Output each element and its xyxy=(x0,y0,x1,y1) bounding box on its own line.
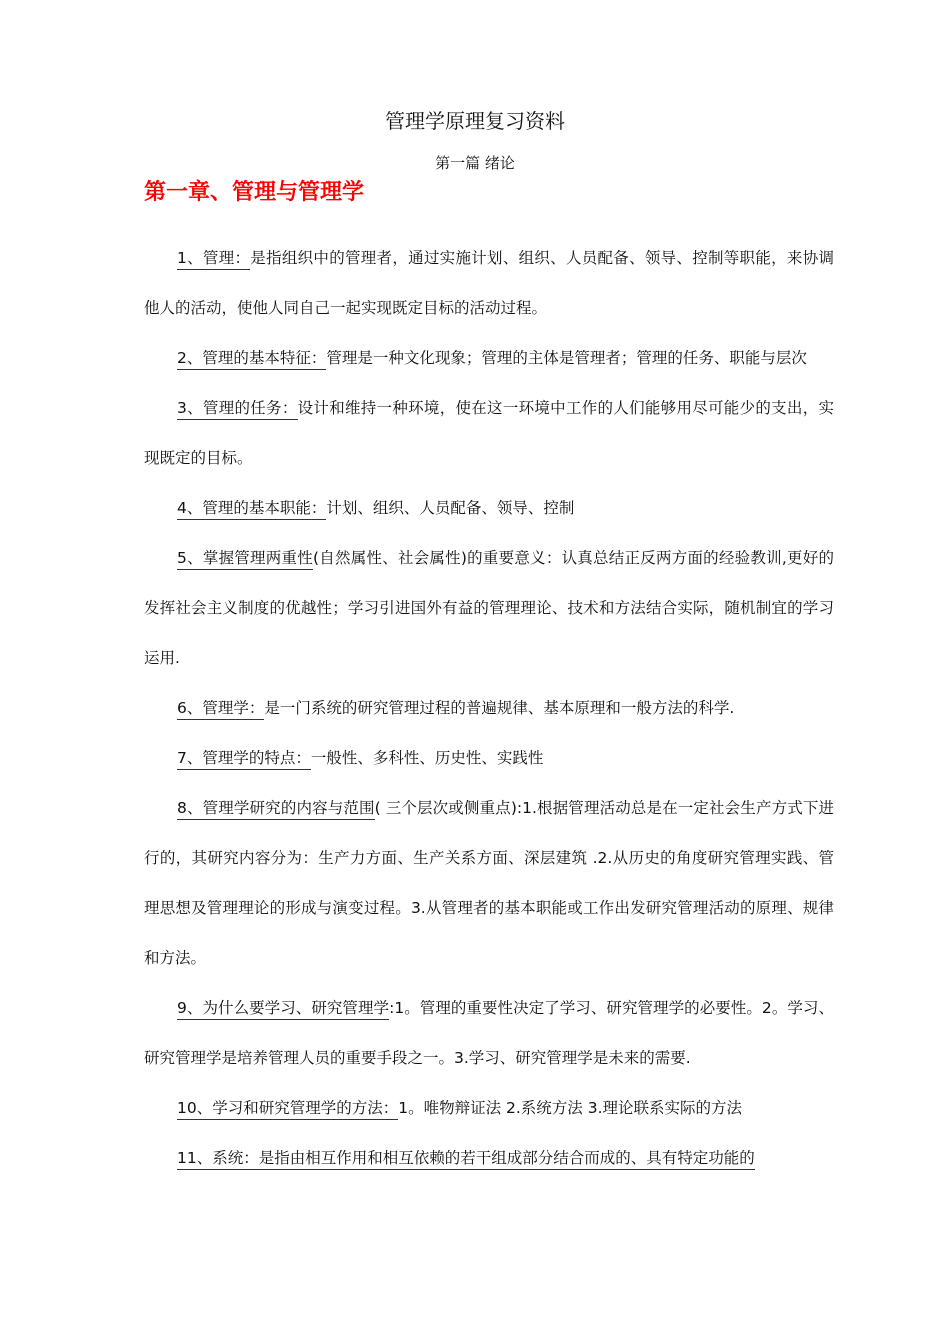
term-label: 8、管理学研究的内容与范围 xyxy=(177,799,375,820)
paragraph-management-tasks xyxy=(144,383,834,483)
paragraph-text: ( 三个层次或侧重点):1.根据管理活动总是在一定社会生产方式下进行的，其研究内容分为：生产力方面、生产关系方面、深层建筑 .2.从历史的角度研究管理实践、管理思想及管理理论的形成与演变过程。3.从管理者的基本职能或工作出发研究管理活动的原理、规律和方法。 xyxy=(144,799,834,967)
term-label: 9、为什么要学习、研究管理学 xyxy=(177,999,389,1020)
paragraph-system xyxy=(144,1133,834,1183)
term-label: 3、管理的任务： xyxy=(177,399,298,420)
paragraph-text: (自然属性、社会属性)的重要意义：认真总结正反两方面的经验教训,更好的发挥社会主义制度的优越性；学习引进国外有益的管理理论、技术和方法结合实际，随机制宜的学习运用. xyxy=(144,549,834,667)
term-label: 5、掌握管理两重性 xyxy=(177,549,313,570)
paragraph-characteristics xyxy=(144,733,834,783)
term-label: 7、管理学的特点： xyxy=(177,749,311,770)
paragraph-study-methods xyxy=(144,1083,834,1133)
paragraph-text: 管理是一种文化现象；管理的主体是管理者；管理的任务、职能与层次 xyxy=(326,349,807,367)
paragraph-text: :1。管理的重要性决定了学习、研究管理学的必要性。2。学习、研究管理学是培养管理人员的重要手段之一。3.学习、研究管理学是未来的需要. xyxy=(144,999,834,1067)
paragraph-text: 一般性、多科性、历史性、实践性 xyxy=(310,749,544,767)
paragraph-basic-features xyxy=(144,333,834,383)
term-label: 11、系统：是指由相互作用和相互依赖的若干组成部分结合而成的、具有特定功能的 xyxy=(177,1149,755,1170)
term-label: 10、学习和研究管理学的方法： xyxy=(177,1099,398,1120)
paragraph-management-science xyxy=(144,683,834,733)
term-label: 2、管理的基本特征： xyxy=(177,349,326,370)
paragraph-management-definition xyxy=(144,233,834,333)
paragraph-text: 设计和维持一种环境，使在这一环境中工作的人们能够用尽可能少的支出，实现既定的目标。 xyxy=(144,399,834,467)
term-label: 6、管理学： xyxy=(177,699,264,720)
paragraph-text: 是一门系统的研究管理过程的普遍规律、基本原理和一般方法的科学. xyxy=(264,699,735,717)
term-label: 4、管理的基本职能： xyxy=(177,499,326,520)
paragraph-basic-functions xyxy=(144,483,834,533)
paragraph-text: 计划、组织、人员配备、领导、控制 xyxy=(326,499,575,517)
paragraph-text: 1。唯物辩证法 2.系统方法 3.理论联系实际的方法 xyxy=(398,1099,743,1117)
paragraph-why-study xyxy=(144,983,834,1083)
term-label: 1、管理： xyxy=(177,249,250,270)
part-heading: 第一篇 绪论 xyxy=(435,154,515,172)
paragraph-research-scope xyxy=(144,783,834,983)
document-title: 管理学原理复习资料 xyxy=(385,109,565,133)
chapter-heading: 第一章、管理与管理学 xyxy=(144,180,365,205)
document-body xyxy=(144,233,834,1183)
paragraph-duality xyxy=(144,533,834,683)
paragraph-text: 是指组织中的管理者，通过实施计划、组织、人员配备、领导、控制等职能，来协调他人的活动，使他人同自己一起实现既定目标的活动过程。 xyxy=(144,249,834,317)
